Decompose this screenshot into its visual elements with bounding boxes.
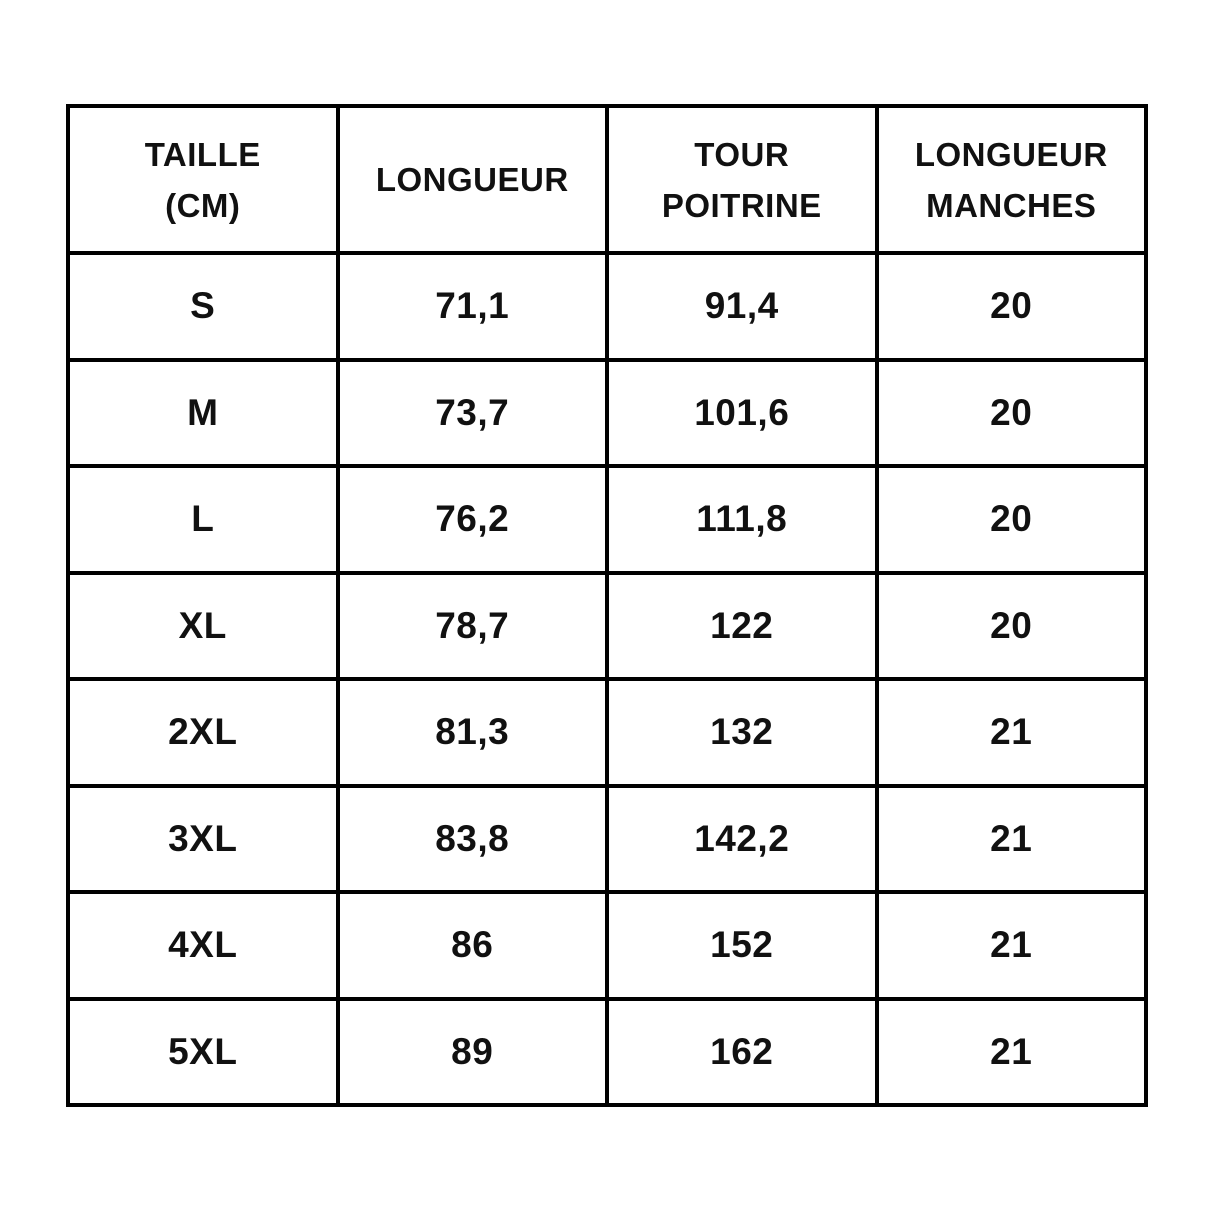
table-row [68, 253, 1146, 360]
measurement-cell: 71,1 [338, 253, 608, 360]
measurement-cell: 20 [877, 466, 1147, 573]
column-header-taille [68, 106, 338, 253]
measurement-cell: 20 [877, 573, 1147, 680]
size-chart-header [68, 106, 1146, 253]
column-header-line: LONGUEUR [914, 135, 1108, 173]
size-label-cell: M [68, 360, 338, 467]
table-row [68, 999, 1146, 1106]
size-label-cell: 4XL [68, 892, 338, 999]
column-header-line: LONGUEUR [375, 161, 569, 198]
table-row [68, 679, 1146, 786]
measurement-cell: 21 [877, 999, 1147, 1106]
measurement-cell: 152 [607, 892, 877, 999]
header-row [68, 106, 1146, 253]
table-row [68, 786, 1146, 893]
column-header-line: POITRINE [661, 186, 822, 224]
measurement-cell: 78,7 [338, 573, 608, 680]
measurement-cell: 21 [877, 786, 1147, 893]
size-label-cell: 3XL [68, 786, 338, 893]
measurement-cell: 86 [338, 892, 608, 999]
size-chart-table [66, 104, 1148, 1107]
measurement-cell: 20 [877, 253, 1147, 360]
measurement-cell: 101,6 [607, 360, 877, 467]
measurement-cell: 83,8 [338, 786, 608, 893]
table-row [68, 892, 1146, 999]
measurement-cell: 91,4 [607, 253, 877, 360]
size-label-cell: L [68, 466, 338, 573]
table-row [68, 466, 1146, 573]
measurement-cell: 81,3 [338, 679, 608, 786]
size-label-cell: 5XL [68, 999, 338, 1106]
column-header-longueur [338, 106, 608, 253]
measurement-cell: 20 [877, 360, 1147, 467]
table-row [68, 573, 1146, 680]
column-header-tour-poitrine [607, 106, 877, 253]
table-row [68, 360, 1146, 467]
size-label-cell: S [68, 253, 338, 360]
measurement-cell: 73,7 [338, 360, 608, 467]
measurement-cell: 132 [607, 679, 877, 786]
measurement-cell: 142,2 [607, 786, 877, 893]
measurement-cell: 76,2 [338, 466, 608, 573]
column-header-longueur-manches [877, 106, 1147, 253]
measurement-cell: 21 [877, 679, 1147, 786]
measurement-cell: 21 [877, 892, 1147, 999]
measurement-cell: 111,8 [607, 466, 877, 573]
size-label-cell: 2XL [68, 679, 338, 786]
size-label-cell: XL [68, 573, 338, 680]
measurement-cell: 162 [607, 999, 877, 1106]
column-header-line: MANCHES [926, 186, 1097, 224]
column-header-line: (CM) [165, 186, 241, 224]
column-header-line: TAILLE [144, 135, 261, 173]
measurement-cell: 122 [607, 573, 877, 680]
size-chart-body [68, 253, 1146, 1105]
measurement-cell: 89 [338, 999, 608, 1106]
column-header-line: TOUR [694, 135, 790, 173]
